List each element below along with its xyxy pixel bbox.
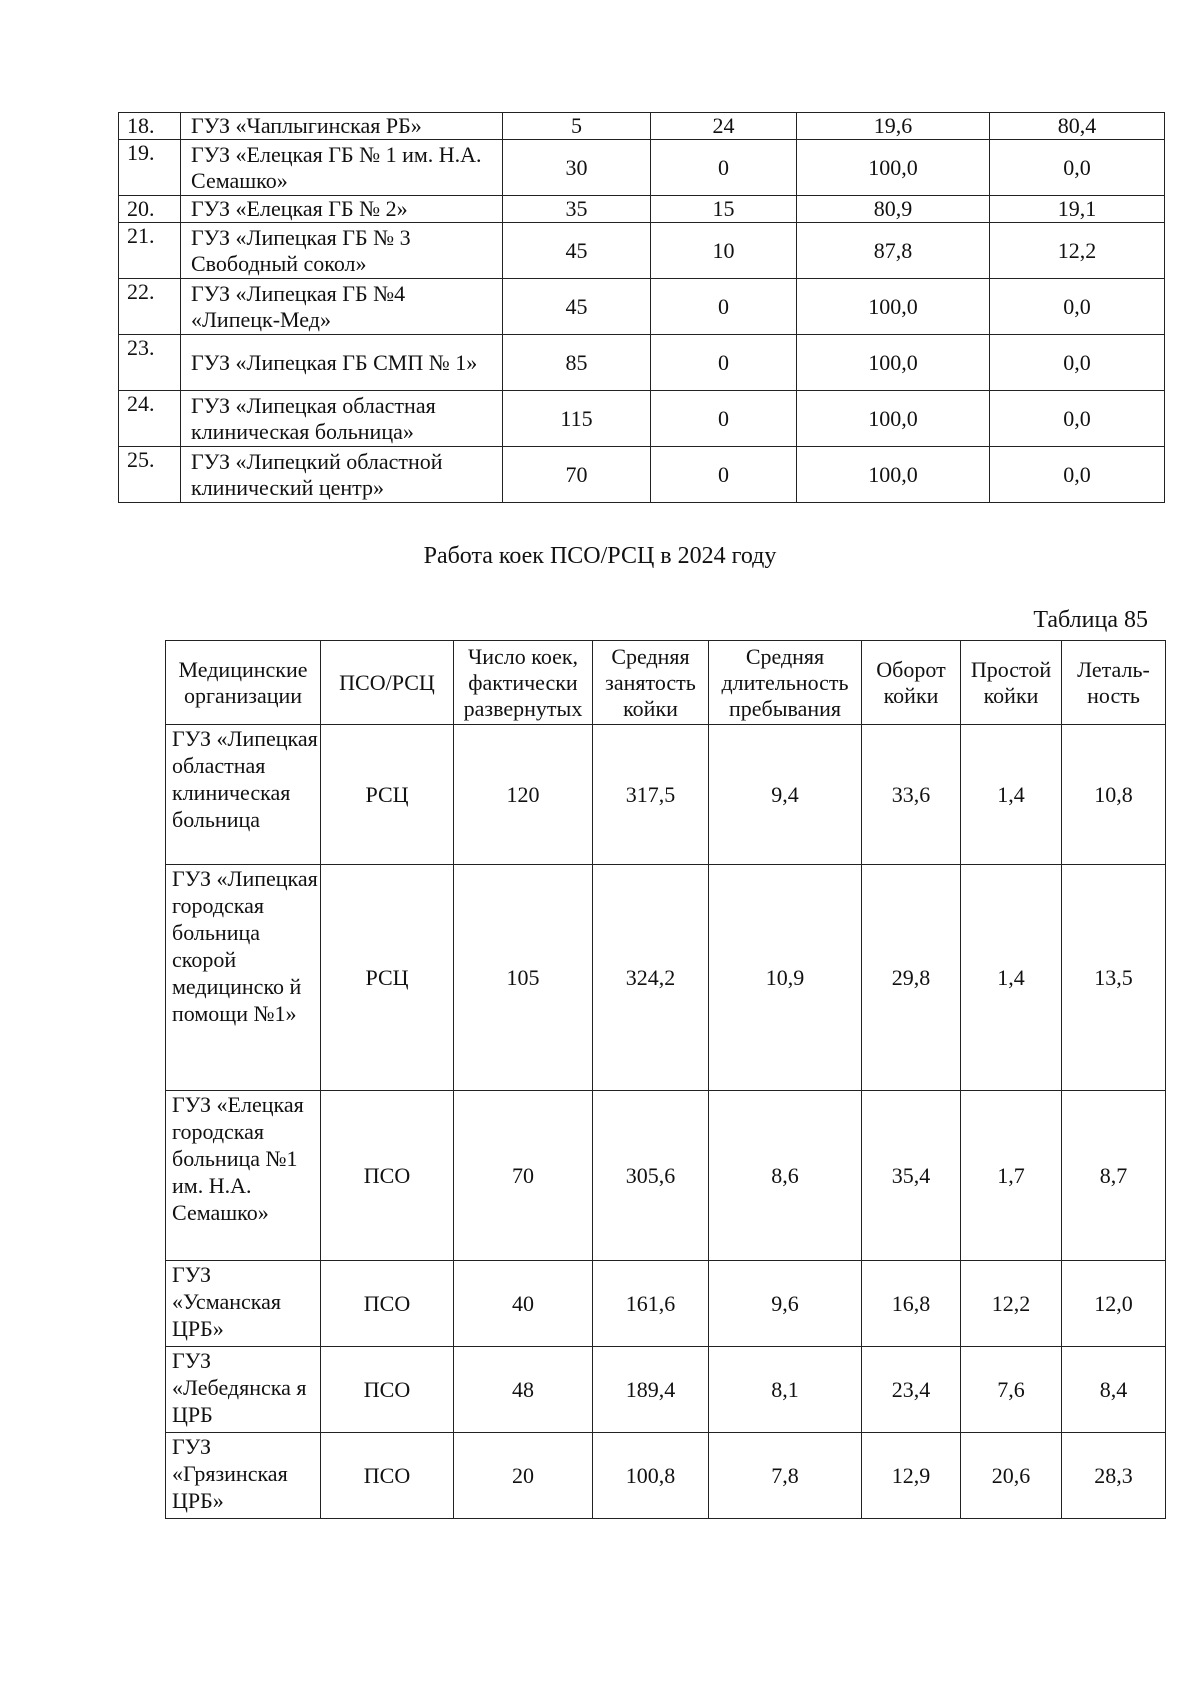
header-org: Медицинские организации: [166, 641, 321, 725]
header-type: ПСО/РСЦ: [321, 641, 454, 725]
cell-type: ПСО: [321, 1261, 454, 1347]
cell-occupancy: 100,8: [593, 1433, 709, 1519]
cell-occupancy: 189,4: [593, 1347, 709, 1433]
row-number: 24.: [119, 391, 181, 447]
org-name: ГУЗ «Липецкая ГБ № 3 Свободный сокол»: [181, 223, 503, 279]
cell-value: 45: [503, 223, 651, 279]
cell-type: РСЦ: [321, 865, 454, 1091]
cell-value: 0: [651, 279, 797, 335]
cell-value: 87,8: [797, 223, 990, 279]
cell-value: 100,0: [797, 140, 990, 196]
cell-value: 24: [651, 113, 797, 140]
cell-value: 5: [503, 113, 651, 140]
header-lethality: Леталь-ность: [1062, 641, 1166, 725]
cell-beds: 20: [454, 1433, 593, 1519]
org-name: ГУЗ «Липецкая областная клиническая больница: [166, 725, 321, 865]
cell-value: 45: [503, 279, 651, 335]
cell-duration: 8,6: [709, 1091, 862, 1261]
cell-occupancy: 317,5: [593, 725, 709, 865]
cell-value: 80,4: [990, 113, 1165, 140]
row-number: 20.: [119, 196, 181, 223]
cell-value: 115: [503, 391, 651, 447]
cell-turnover: 35,4: [862, 1091, 961, 1261]
cell-value: 30: [503, 140, 651, 196]
cell-lethality: 8,4: [1062, 1347, 1166, 1433]
cell-turnover: 16,8: [862, 1261, 961, 1347]
org-name: ГУЗ «Липецкая ГБ №4 «Липецк-Мед»: [181, 279, 503, 335]
cell-value: 0,0: [990, 279, 1165, 335]
cell-beds: 105: [454, 865, 593, 1091]
cell-value: 0,0: [990, 335, 1165, 391]
cell-lethality: 8,7: [1062, 1091, 1166, 1261]
row-number: 21.: [119, 223, 181, 279]
cell-type: ПСО: [321, 1433, 454, 1519]
table-row: [119, 223, 1165, 279]
cell-beds: 120: [454, 725, 593, 865]
cell-value: 80,9: [797, 196, 990, 223]
cell-duration: 9,6: [709, 1261, 862, 1347]
cell-idle: 1,7: [961, 1091, 1062, 1261]
cell-occupancy: 305,6: [593, 1091, 709, 1261]
cell-value: 100,0: [797, 335, 990, 391]
cell-duration: 10,9: [709, 865, 862, 1091]
org-name: ГУЗ «Чаплыгинская РБ»: [181, 113, 503, 140]
org-name: ГУЗ «Елецкая городская больница №1 им. Н.А. Семашко»: [166, 1091, 321, 1261]
row-number: 23.: [119, 335, 181, 391]
org-name: ГУЗ «Липецкая ГБ СМП № 1»: [181, 335, 503, 391]
table-row: [119, 140, 1165, 196]
header-duration: Средняя длительность пребывания: [709, 641, 862, 725]
cell-value: 0,0: [990, 391, 1165, 447]
table-row: [166, 725, 1166, 865]
cell-idle: 12,2: [961, 1261, 1062, 1347]
cell-value: 19,1: [990, 196, 1165, 223]
cell-type: ПСО: [321, 1091, 454, 1261]
cell-value: 100,0: [797, 391, 990, 447]
cell-value: 0,0: [990, 140, 1165, 196]
cell-duration: 9,4: [709, 725, 862, 865]
cell-type: РСЦ: [321, 725, 454, 865]
cell-value: 70: [503, 447, 651, 503]
cell-beds: 40: [454, 1261, 593, 1347]
cell-turnover: 12,9: [862, 1433, 961, 1519]
header-occupancy: Средняя занятость койки: [593, 641, 709, 725]
org-name: ГУЗ «Лебедянска я ЦРБ: [166, 1347, 321, 1433]
cell-value: 100,0: [797, 447, 990, 503]
org-name: ГУЗ «Елецкая ГБ № 2»: [181, 196, 503, 223]
cell-turnover: 29,8: [862, 865, 961, 1091]
org-name: ГУЗ «Грязинская ЦРБ»: [166, 1433, 321, 1519]
cell-type: ПСО: [321, 1347, 454, 1433]
cell-idle: 1,4: [961, 865, 1062, 1091]
cell-beds: 48: [454, 1347, 593, 1433]
cell-lethality: 10,8: [1062, 725, 1166, 865]
row-number: 22.: [119, 279, 181, 335]
cell-turnover: 33,6: [862, 725, 961, 865]
continuation-table: [118, 112, 1165, 503]
cell-duration: 8,1: [709, 1347, 862, 1433]
header-turnover: Оборот койки: [862, 641, 961, 725]
cell-idle: 1,4: [961, 725, 1062, 865]
beds-table: [165, 640, 1166, 1519]
table-row: [166, 1433, 1166, 1519]
table-row: [166, 1347, 1166, 1433]
table-row: [166, 1091, 1166, 1261]
cell-lethality: 13,5: [1062, 865, 1166, 1091]
table-row: [166, 1261, 1166, 1347]
cell-idle: 20,6: [961, 1433, 1062, 1519]
cell-turnover: 23,4: [862, 1347, 961, 1433]
cell-value: 10: [651, 223, 797, 279]
header-beds: Число коек, фактически развернутых: [454, 641, 593, 725]
org-name: ГУЗ «Липецкий областной клинический центр»: [181, 447, 503, 503]
cell-value: 35: [503, 196, 651, 223]
cell-value: 0: [651, 335, 797, 391]
table-row: [119, 447, 1165, 503]
table-row: [119, 335, 1165, 391]
header-idle: Простой койки: [961, 641, 1062, 725]
cell-lethality: 28,3: [1062, 1433, 1166, 1519]
cell-value: 0,0: [990, 447, 1165, 503]
cell-occupancy: 161,6: [593, 1261, 709, 1347]
table-row: [119, 279, 1165, 335]
cell-value: 0: [651, 391, 797, 447]
table-row: [119, 196, 1165, 223]
section-title: Работа коек ПСО/РСЦ в 2024 году: [423, 543, 777, 569]
table-row: [119, 391, 1165, 447]
table-number: Таблица 85: [1033, 607, 1148, 633]
cell-lethality: 12,0: [1062, 1261, 1166, 1347]
cell-value: 19,6: [797, 113, 990, 140]
cell-beds: 70: [454, 1091, 593, 1261]
cell-value: 100,0: [797, 279, 990, 335]
row-number: 19.: [119, 140, 181, 196]
cell-value: 0: [651, 140, 797, 196]
org-name: ГУЗ «Елецкая ГБ № 1 им. Н.А. Семашко»: [181, 140, 503, 196]
cell-value: 15: [651, 196, 797, 223]
cell-value: 85: [503, 335, 651, 391]
table-row: [119, 113, 1165, 140]
cell-value: 0: [651, 447, 797, 503]
org-name: ГУЗ «Усманская ЦРБ»: [166, 1261, 321, 1347]
cell-idle: 7,6: [961, 1347, 1062, 1433]
org-name: ГУЗ «Липецкая областная клиническая больница»: [181, 391, 503, 447]
cell-duration: 7,8: [709, 1433, 862, 1519]
table-row: [166, 865, 1166, 1091]
cell-value: 12,2: [990, 223, 1165, 279]
cell-occupancy: 324,2: [593, 865, 709, 1091]
row-number: 25.: [119, 447, 181, 503]
org-name: ГУЗ «Липецкая городская больница скорой медицинско й помощи №1»: [166, 865, 321, 1091]
row-number: 18.: [119, 113, 181, 140]
header-row: [166, 641, 1166, 725]
